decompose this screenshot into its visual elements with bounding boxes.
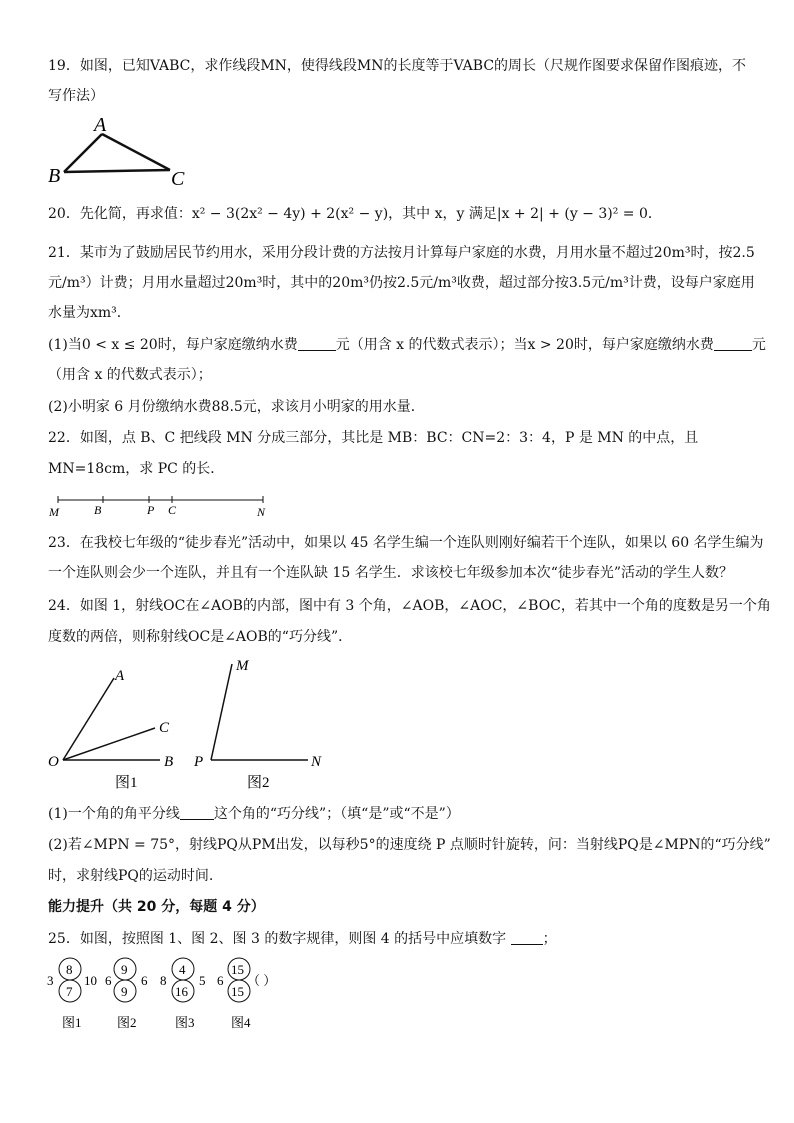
- number-figure-2: [105, 958, 148, 1030]
- label-b: B: [94, 503, 102, 517]
- q21-line1: 21．某市为了鼓励居民节约用水，采用分段计费的方法按月计算每户家庭的水费，月用水量不超过20m³时，按2.5: [48, 245, 755, 261]
- q22-line1: 22．如图，点 B、C 把线段 MN 分成三部分，其比是 MB：BC：CN=2：3：4，P 是 MN 的中点，且: [48, 430, 699, 446]
- q24-sub2-line1: (2)若∠MPN = 75°，射线PQ从PM出发，以每秒5°的速度绕 P 点顺时针旋转，问：当射线PQ是∠MPN的“巧分线”: [48, 837, 771, 853]
- fig1-left: 3: [47, 973, 54, 988]
- q24-figure-2: [190, 652, 340, 792]
- triangle-side-bc: [64, 170, 170, 172]
- ray-pm: [211, 664, 232, 760]
- fig3-left: 8: [160, 973, 167, 988]
- q20-text: 20．先化简，再求值：x² − 3(2x² − 4y) + 2(x² − y)，其中 x，y 满足|x + 2| + (y − 3)² = 0．: [48, 206, 662, 222]
- q24-sub1-part-a: (1)一个角的角平分线: [48, 806, 180, 822]
- q24-figure-1: [40, 652, 200, 792]
- answer-blank: [511, 930, 543, 945]
- q25-number-figures: [40, 956, 300, 1036]
- number-figure-1: [47, 958, 97, 1030]
- label-b: B: [164, 754, 174, 770]
- q21-line2: 元/m³）计费；月用水量超过20m³时，其中的20m³仍按2.5元/m³收费，超过部分按3.5元/m³计费，设每户家庭用: [48, 275, 755, 291]
- label-n: N: [257, 505, 266, 519]
- answer-blank: [298, 336, 336, 351]
- fig4-top: 15: [231, 962, 244, 977]
- caption-fig2: 图2: [247, 775, 270, 791]
- answer-blank: [714, 336, 752, 351]
- number-figure-3: [160, 958, 206, 1030]
- triangle-side-ab: [64, 134, 102, 172]
- q24-line1: 24．如图 1，射线OC在∠AOB的内部，图中有 3 个角，∠AOB，∠AOC，∠BOC，若其中一个角的度数是另一个角: [48, 598, 771, 614]
- q21-sub1: [48, 335, 766, 355]
- fig4-left: 6: [217, 973, 224, 988]
- label-o: O: [48, 754, 59, 770]
- q19-line1: 19．如图，已知VABC，求作线段MN，使得线段MN的长度等于VABC的周长（尺规作图要求保留作图痕迹，不: [48, 58, 747, 74]
- fig4-right: （ ）: [247, 973, 277, 988]
- ray-oc: [63, 728, 155, 760]
- ray-oa: [63, 678, 114, 760]
- label-b: B: [48, 165, 61, 187]
- q19-line2: 写作法）: [48, 88, 104, 104]
- fig3-bottom: 16: [175, 984, 188, 999]
- q21-sub1-part-c: 元: [751, 337, 766, 353]
- answer-blank: [180, 805, 214, 820]
- q19-triangle-figure: [40, 112, 200, 192]
- q21-sub1-cont: （用含 x 的代数式表示）；: [48, 367, 212, 383]
- q21-sub1-part-a: (1)当0 < x ≤ 20时，每户家庭缴纳水费: [48, 337, 298, 353]
- fig3-caption: 图3: [175, 1015, 195, 1030]
- label-a: A: [115, 668, 125, 684]
- q25-tail: ；: [542, 931, 557, 947]
- label-c: C: [171, 168, 185, 190]
- label-n: N: [311, 754, 322, 770]
- fig4-bottom: 15: [231, 984, 244, 999]
- q21-sub1-part-b: 元（用含 x 的代数式表示）；当x > 20时，每户家庭缴纳水费: [335, 337, 714, 353]
- label-m: M: [49, 505, 59, 519]
- label-p: P: [194, 754, 204, 770]
- fig2-caption: 图2: [117, 1015, 137, 1030]
- triangle-side-ac: [102, 134, 170, 170]
- fig2-top: 9: [121, 962, 128, 977]
- label-c: C: [159, 720, 170, 736]
- q24-line2: 度数的两倍，则称射线OC是∠AOB的“巧分线”．: [48, 629, 353, 645]
- fig3-top: 4: [179, 962, 186, 977]
- fig2-bottom: 9: [121, 984, 128, 999]
- q21-sub2: (2)小明家 6 月份缴纳水费88.5元，求该月小明家的用水量．: [48, 399, 425, 415]
- q22-line2: MN=18cm，求 PC 的长．: [48, 461, 225, 477]
- caption-fig1: 图1: [115, 775, 138, 791]
- q24-sub1-part-b: 这个角的“巧分线”；（填“是”或“不是”）: [213, 806, 460, 822]
- fig1-bottom: 7: [66, 984, 73, 999]
- section-title: 能力提升（共 20 分，每题 4 分）: [48, 899, 265, 915]
- q22-segment-figure: [40, 490, 280, 520]
- label-a: A: [94, 114, 107, 136]
- label-p: P: [147, 503, 155, 517]
- fig3-right: 5: [199, 973, 206, 988]
- q25-line: [48, 929, 557, 949]
- q24-sub1: [48, 804, 460, 824]
- label-m: M: [236, 658, 249, 674]
- q24-sub2-line2: 时，求射线PQ的运动时间.: [48, 868, 214, 884]
- q21-line3: 水量为xm³．: [48, 305, 131, 321]
- label-c: C: [168, 503, 177, 517]
- fig1-top: 8: [66, 962, 73, 977]
- q23-line2: 一个连队则会少一个连队，并且有一个连队缺 15 名学生．求该校七年级参加本次“徒步春光”活动的学生人数？: [48, 565, 734, 581]
- fig4-caption: 图4: [231, 1015, 251, 1030]
- number-figure-4: [217, 958, 276, 1030]
- fig1-right: 10: [84, 973, 97, 988]
- fig1-caption: 图1: [62, 1015, 82, 1030]
- fig2-right: 6: [141, 973, 148, 988]
- q25-text: 25．如图，按照图 1、图 2、图 3 的数字规律，则图 4 的括号中应填数字: [48, 931, 507, 947]
- fig2-left: 6: [105, 973, 112, 988]
- q23-line1: 23．在我校七年级的“徒步春光”活动中，如果以 45 名学生编一个连队则刚好编若干个连队，如果以 60 名学生编为: [48, 535, 764, 551]
